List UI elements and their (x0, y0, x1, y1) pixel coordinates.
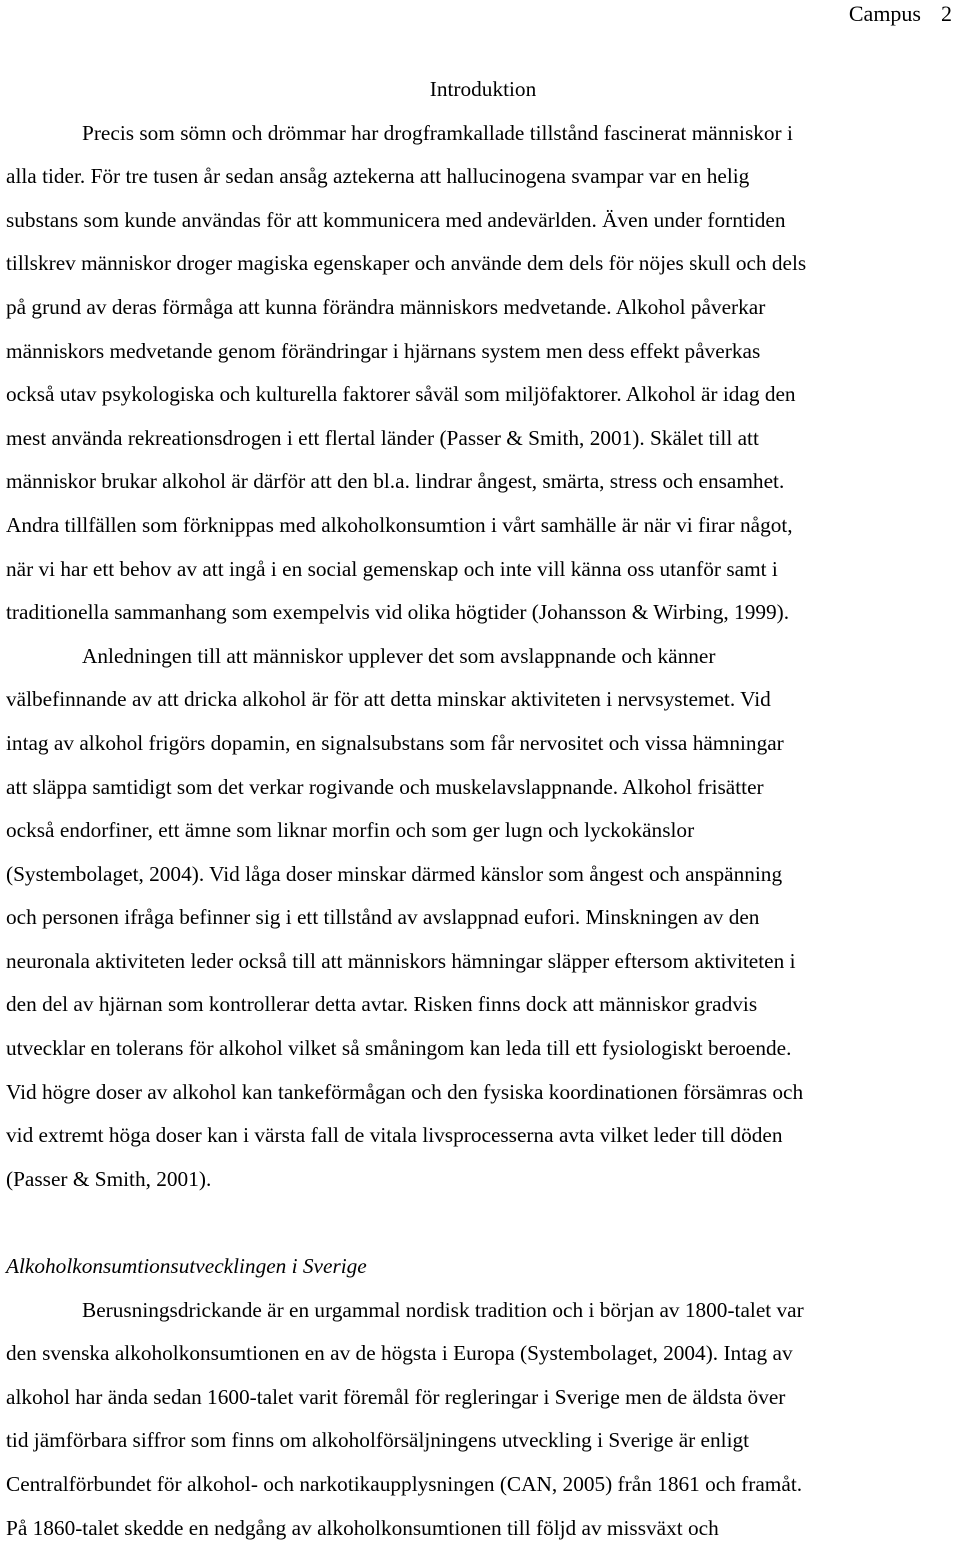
text-line: substans som kunde användas för att kommunicera med andevärlden. Även under forntiden (6, 207, 786, 232)
text-line: Centralförbundet för alkohol- och narkotikaupplysningen (CAN, 2005) från 1861 och framåt. (6, 1472, 803, 1496)
page-body (6, 68, 960, 1550)
text-line: att släppa samtidigt som det verkar rogivande och muskelavslappnande. Alkohol frisätter (6, 774, 764, 799)
text-line: neuronala aktiviteten leder också till att människors hämningar släpper eftersom aktiviteten i (6, 948, 796, 973)
text-line: alkohol har ända sedan 1600-talet varit föremål för regleringar i Sverige men de äldsta över (6, 1384, 786, 1409)
intro-paragraph-2 (6, 635, 960, 1202)
text-line: traditionella sammanhang som exempelvis vid olika högtider (Johansson & Wirbing, 1999). (6, 600, 790, 625)
text-line: Precis som sömn och drömmar har drogframkallade tillstånd fascinerat människor i (82, 120, 793, 145)
text-line: Vid högre doser av alkohol kan tankeförmågan och den fysiska koordinationen försämras och (6, 1079, 804, 1104)
text-line: mest använda rekreationsdrogen i ett flertal länder (Passer & Smith, 2001). Skälet till att (6, 425, 759, 450)
text-line: den svenska alkoholkonsumtionen en av de högsta i Europa (Systembolaget, 2004). Intag av (6, 1341, 793, 1366)
text-line: när vi har ett behov av att ingå i en social gemenskap och inte vill känna oss utanför samt i (6, 556, 778, 581)
text-line: Andra tillfällen som förknippas med alkoholkonsumtion i vårt samhälle är när vi firar något, (6, 512, 793, 537)
text-line: på grund av deras förmåga att kunna förändra människors medvetande. Alkohol påverkar (6, 294, 766, 319)
text-line: tillskrev människor droger magiska egenskaper och använde dem dels för nöjes skull och dels (6, 251, 807, 276)
text-line: utvecklar en tolerans för alkohol vilket så småningom kan leda till ett fysiologiskt beroende. (6, 1036, 792, 1061)
text-line: intag av alkohol frigörs dopamin, en signalsubstans som får nervositet och vissa hämningar (6, 730, 784, 755)
text-line: den del av hjärnan som kontrollerar detta avtar. Risken finns dock att människor gradvis (6, 992, 758, 1017)
text-line: Anledningen till att människor upplever det som avslappnande och känner (82, 643, 716, 668)
text-line: också endorfiner, ett ämne som liknar morfin och som ger lugn och lyckokänslor (6, 818, 695, 843)
text-line: också utav psykologiska och kulturella faktorer såväl som miljöfaktorer. Alkohol är idag den (6, 382, 796, 407)
text-line: (Systembolaget, 2004). Vid låga doser minskar därmed känslor som ångest och anspänning (6, 861, 783, 886)
text-line: Berusningsdrickande är en urgammal nordisk tradition och i början av 1800-talet var (82, 1297, 804, 1322)
sweden-paragraph-1 (6, 1289, 960, 1551)
text-line: tid jämförbara siffror som finns om alkoholförsäljningens utveckling i Sverige är enligt (6, 1428, 750, 1453)
text-line: människors medvetande genom förändringar i hjärnans system men dess effekt påverkas (6, 338, 761, 363)
text-line: På 1860-talet skedde en nedgång av alkoholkonsumtionen till följd av missväxt och (6, 1515, 719, 1540)
text-line: vid extremt höga doser kan i värsta fall de vitala livsprocesserna avta vilket leder till döden (6, 1123, 783, 1148)
page-number: 2 (941, 1, 952, 26)
text-line: välbefinnande av att dricka alkohol är för att detta minskar aktiviteten i nervsystemet. Vid (6, 687, 771, 712)
running-title: Campus (848, 1, 921, 26)
running-header (849, 0, 952, 28)
text-line: människor brukar alkohol är därför att den bl.a. lindrar ångest, smärta, stress och ensamhet. (6, 469, 785, 494)
sub-heading-sweden: Alkoholkonsumtionsutvecklingen i Sverige (6, 1254, 367, 1279)
text-line: och personen ifråga befinner sig i ett tillstånd av avslappnad eufori. Minskningen av den (6, 905, 760, 930)
text-line: alla tider. För tre tusen år sedan ansåg aztekerna att hallucinogena svampar var en helig (6, 164, 750, 189)
intro-paragraph-1 (6, 112, 960, 635)
section-title-introduction: Introduktion (429, 77, 537, 101)
text-line: (Passer & Smith, 2001). (6, 1166, 212, 1191)
